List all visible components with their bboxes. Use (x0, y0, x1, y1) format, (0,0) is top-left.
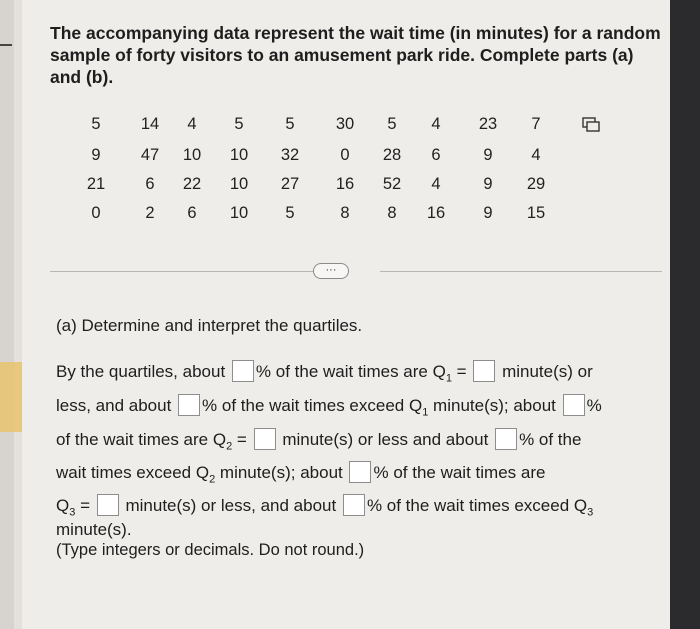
text: of the wait times are Q (56, 430, 227, 449)
text: minute(s); about (428, 396, 556, 415)
text: By the quartiles, about (56, 362, 226, 381)
data-cell: 4 (531, 146, 541, 164)
data-cell: 4 (431, 115, 441, 133)
subscript: 2 (226, 440, 233, 453)
data-cell: 23 (478, 115, 498, 133)
answer-box-8[interactable] (97, 494, 119, 516)
answer-box-2[interactable] (473, 360, 495, 382)
data-cell: 5 (387, 115, 397, 133)
subscript: 1 (422, 406, 429, 419)
text: minute(s) or less, and about (125, 496, 337, 515)
text: = (451, 362, 467, 381)
data-cell: 0 (340, 146, 350, 164)
answer-box-7[interactable] (349, 461, 371, 483)
data-cell: 9 (483, 175, 493, 193)
data-cell: 5 (285, 204, 295, 222)
text: minute(s) or less and about (282, 430, 489, 449)
question-text: The accompanying data represent the wait time (in minutes) for a random sample of forty visitors to an amusement park ride. Complete parts (a) and (b). (50, 23, 661, 87)
answer-box-3[interactable] (178, 394, 200, 416)
text: Q (56, 496, 70, 515)
text: % of the wait times are Q (255, 362, 446, 381)
data-cell: 10 (229, 146, 249, 164)
data-cell: 8 (387, 204, 397, 222)
data-cell: 6 (431, 146, 441, 164)
data-cell: 2 (145, 204, 155, 222)
data-cell: 16 (335, 175, 355, 193)
data-cell: 9 (483, 146, 493, 164)
data-cell: 5 (234, 115, 244, 133)
text: % of the wait times exceed Q (202, 396, 423, 415)
answer-line-2 (56, 394, 602, 418)
data-cell: 10 (182, 146, 202, 164)
answer-box-5[interactable] (254, 428, 276, 450)
data-cell: 29 (526, 175, 546, 193)
data-cell: 21 (86, 175, 106, 193)
answer-line-4 (56, 461, 545, 485)
text: less, and about (56, 396, 172, 415)
data-table (22, 115, 670, 235)
answer-box-4[interactable] (563, 394, 585, 416)
text: % of the wait times exceed Q (366, 496, 588, 515)
answer-box-1[interactable] (232, 360, 254, 382)
data-cell: 6 (145, 175, 155, 193)
left-margin-dash (0, 44, 12, 46)
data-cell: 0 (91, 204, 101, 222)
subscript: 3 (587, 506, 594, 519)
answer-line-5 (56, 494, 593, 518)
question-panel (22, 0, 670, 629)
text: = (75, 496, 91, 515)
data-cell: 10 (229, 204, 249, 222)
data-cell: 5 (91, 115, 101, 133)
data-cell: 52 (382, 175, 402, 193)
data-cell: 4 (431, 175, 441, 193)
data-cell: 9 (91, 146, 101, 164)
text: % of the wait times are (373, 463, 546, 482)
right-dark-edge (670, 0, 700, 629)
expand-more-button[interactable]: ··· (313, 263, 349, 279)
text: % of the (519, 430, 582, 449)
divider (50, 271, 330, 272)
data-cell: 4 (187, 115, 197, 133)
divider (380, 271, 662, 272)
data-cell: 8 (340, 204, 350, 222)
data-cell: 15 (526, 204, 546, 222)
data-cell: 10 (229, 175, 249, 193)
text: minute(s) or (502, 362, 593, 381)
text: % (586, 396, 602, 415)
subscript: 1 (445, 372, 452, 385)
answer-line-3 (56, 428, 581, 452)
answer-line-6: minute(s). (56, 520, 132, 539)
data-cell: 7 (531, 115, 541, 133)
data-cell: 14 (140, 115, 160, 133)
data-cell: 5 (285, 115, 295, 133)
data-cell: 27 (280, 175, 300, 193)
copy-data-icon[interactable] (582, 117, 600, 133)
answer-box-6[interactable] (495, 428, 517, 450)
data-cell: 9 (483, 204, 493, 222)
data-cell: 22 (182, 175, 202, 193)
left-margin (0, 0, 14, 629)
data-cell: 16 (426, 204, 446, 222)
text: wait times exceed Q (56, 463, 210, 482)
data-cell: 28 (382, 146, 402, 164)
data-cell: 30 (335, 115, 355, 133)
data-cell: 6 (187, 204, 197, 222)
answer-box-9[interactable] (343, 494, 365, 516)
text: = (232, 430, 247, 449)
subscript: 3 (69, 506, 76, 519)
data-cell: 47 (140, 146, 160, 164)
text: minute(s); about (215, 463, 343, 482)
subscript: 2 (209, 473, 216, 486)
answer-line-1 (56, 360, 593, 384)
data-cell: 32 (280, 146, 300, 164)
part-a-heading: (a) Determine and interpret the quartiles. (56, 316, 363, 335)
instruction-text: (Type integers or decimals. Do not round.) (56, 541, 365, 559)
